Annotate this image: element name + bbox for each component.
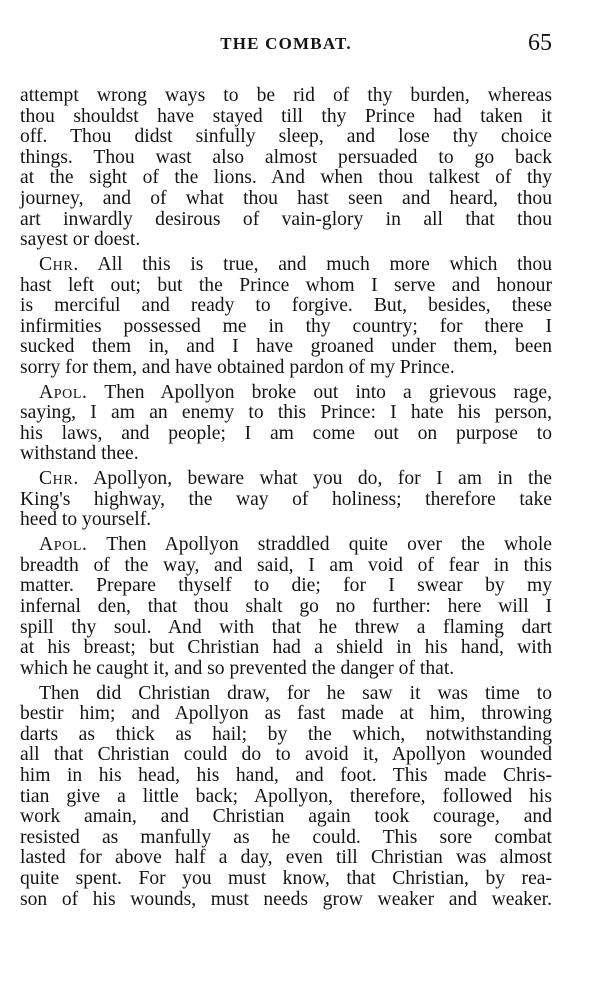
text-line: sucked them in, and I have groaned under them, been: [20, 336, 552, 358]
text-line: infirmities possessed me in thy country; for there I: [20, 315, 552, 337]
text-line: at his breast; but Christian had a shield in his hand, with: [20, 637, 552, 659]
text-line: son of his wounds, must needs grow weaker and weaker.: [20, 888, 552, 910]
text-line: at the sight of the lions. And when thou talkest of thy: [20, 167, 552, 189]
text-line: breadth of the way, and said, I am void of fear in this: [20, 554, 552, 576]
text-line: quite spent. For you must know, that Christian, by rea-: [20, 867, 552, 889]
paragraph-first-line: Then did Christian draw, for he saw it was time to: [39, 682, 552, 704]
text-line: things. Thou wast also almost persuaded to go back: [20, 146, 552, 168]
running-title: THE COMBAT.: [220, 34, 352, 53]
text-line: bestir him; and Apollyon as fast made at him, throwing: [20, 703, 552, 725]
text-line: all that Christian could do to avoid it, Apollyon wounded: [20, 744, 552, 766]
text-line: darts as thick as hail; by the which, notwithstanding: [20, 723, 552, 745]
text-line: withstand thee.: [20, 443, 139, 465]
dialogue-line: Apol. Then Apollyon broke out into a grievous rage,: [39, 381, 552, 403]
text-line: which he caught it, and so prevented the danger of that.: [20, 657, 455, 679]
text-line: lasted for above half a day, even till Christian was almost: [20, 847, 552, 869]
speaker-label: Apol.: [39, 534, 88, 556]
page-number: 65: [528, 30, 552, 56]
text-line: sayest or doest.: [20, 229, 141, 251]
text-line: off. Thou didst sinfully sleep, and lose thy choice: [20, 126, 552, 148]
text-line: journey, and of what thou hast seen and heard, thou: [20, 187, 552, 209]
speaker-label: Chr.: [39, 253, 79, 275]
text-line: sorry for them, and have obtained pardon of my Prince.: [20, 356, 455, 378]
body-text: [20, 86, 552, 910]
text-line: infernal den, that thou shalt go no further: here will I: [20, 596, 552, 617]
dialogue-line: Chr. All this is true, and much more which thou: [39, 253, 552, 275]
text-line: thou shouldst have stayed till thy Prince had taken it: [20, 105, 552, 127]
text-line: matter. Prepare thyself to die; for I swear by my: [20, 575, 552, 597]
text-line: art inwardly desirous of vain-glory in all that thou: [20, 208, 552, 230]
speaker-label: Chr.: [39, 468, 79, 490]
text-line: work amain, and Christian again took courage, and: [20, 806, 552, 828]
speaker-label: Apol.: [39, 381, 88, 403]
text-line: hast left out; but the Prince whom I serve and honour: [20, 274, 552, 296]
text-line: tian give a little back; Apollyon, therefore, followed his: [20, 785, 552, 807]
text-line: heed to yourself.: [20, 509, 152, 531]
text-line: King's highway, the way of holiness; therefore take: [20, 488, 552, 510]
text-line: saying, I am an enemy to this Prince: I hate his person,: [20, 402, 552, 424]
dialogue-line: Apol. Then Apollyon straddled quite over the whole: [39, 534, 552, 556]
text-line: him in his head, his hand, and foot. This made Chris-: [20, 764, 552, 786]
dialogue-line: Chr. Apollyon, beware what you do, for I am in the: [39, 468, 552, 490]
text-line: his laws, and people; I am come out on purpose to: [20, 422, 552, 444]
text-line: attempt wrong ways to be rid of thy burden, whereas: [20, 85, 552, 106]
text-line: spill thy soul. And with that he threw a flaming dart: [20, 616, 552, 638]
text-line: resisted as manfully as he could. This sore combat: [20, 826, 552, 848]
text-line: is merciful and ready to forgive. But, besides, these: [20, 295, 552, 317]
running-head: [20, 30, 552, 60]
